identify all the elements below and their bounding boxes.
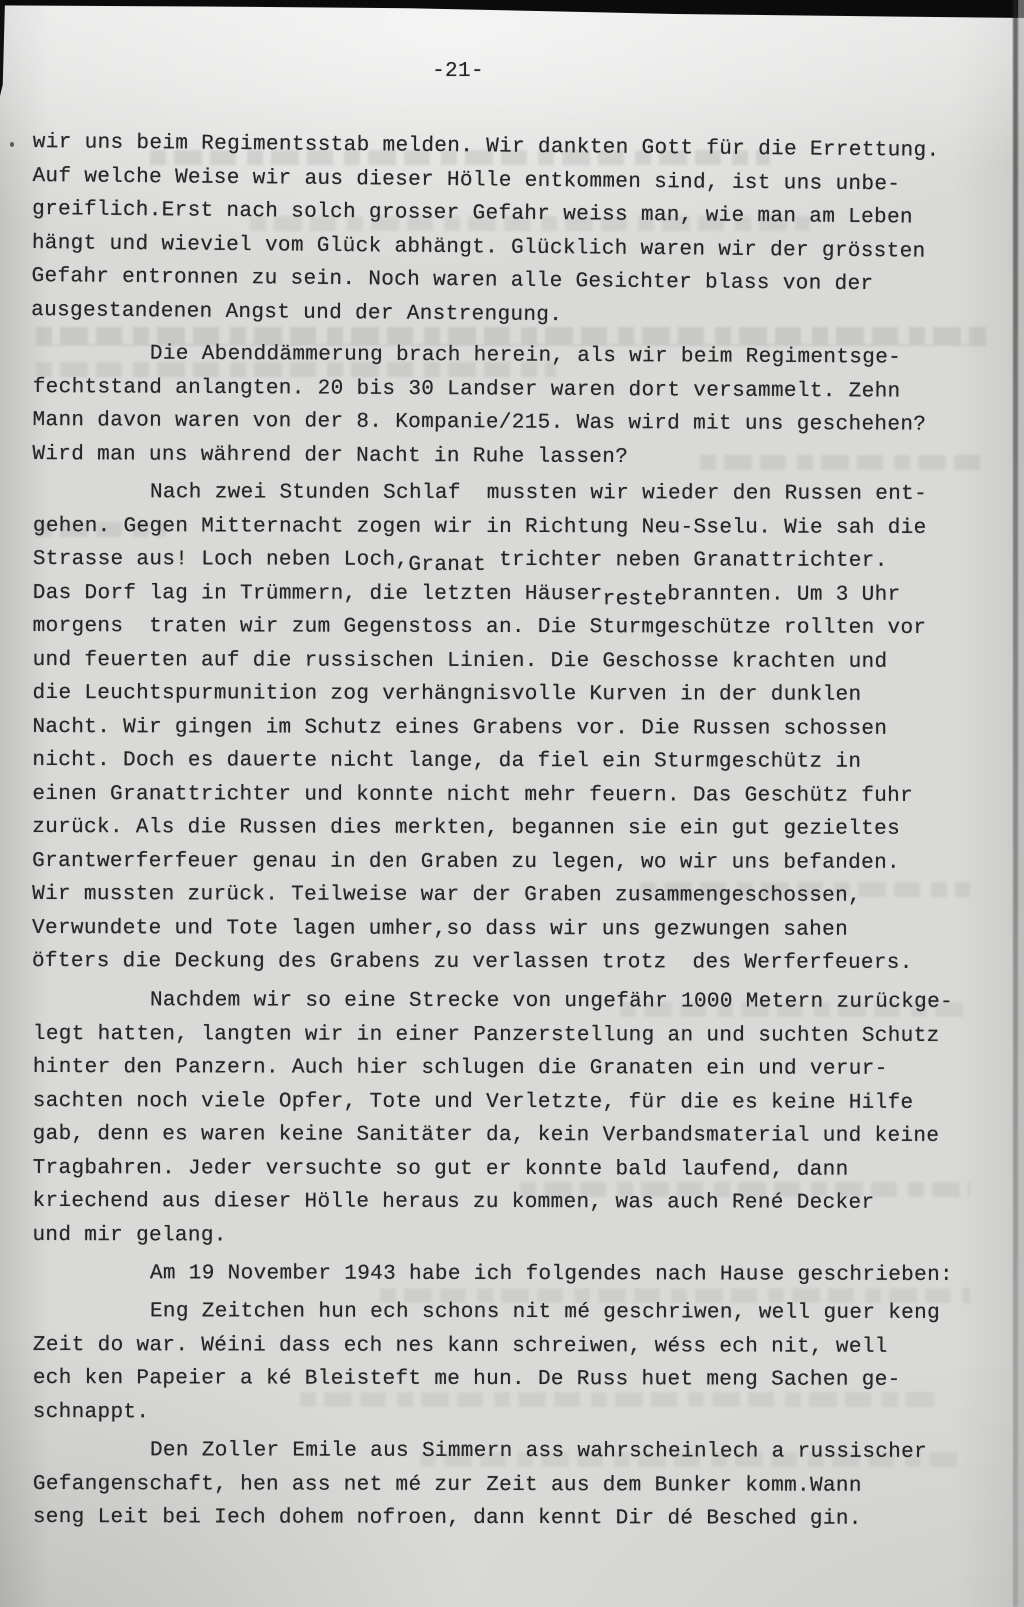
text-line: Nacht. Wir gingen im Schutz eines Grabens vor. Die Russen schossen (32, 715, 888, 741)
text-line: Gefangenschaft, hen ass net mé zur Zeit aus dem Bunker komm.Wann (32, 1472, 862, 1498)
text-segment: trichter neben Granattrichter. (486, 548, 888, 573)
text-segment: Das Dorf lag in Trümmern, die letzten Häuser (32, 581, 603, 606)
text-line: schnappt. (32, 1400, 150, 1424)
text-line: seng Leit bei Iech dohem nofroen, dann kennt Dir dé Besched gin. (32, 1505, 862, 1531)
text-segment: Strasse aus! Loch neben Loch, (32, 547, 409, 572)
paragraph (33, 1434, 993, 1537)
ink-speck (10, 142, 14, 147)
typed-insertion: Granat (408, 553, 487, 577)
typed-insertion: reste (602, 587, 668, 611)
text-line: Nach zwei Stunden Schlaf mussten wir wieder den Russen ent- (149, 481, 928, 506)
text-line: Wir mussten zurück. Teilweise war der Graben zusammengeschossen, (32, 882, 862, 908)
text-line: Die Abenddämmerung brach herein, als wir beim Regimentsge- (149, 342, 902, 370)
paragraph (32, 984, 993, 1254)
text-line: zurück. Als die Russen dies merkten, begannen sie ein gut gezieltes (32, 815, 901, 841)
text-line: und mir gelang. (32, 1222, 227, 1247)
text-line: Mann davon waren von der 8. Kompanie/215. Was wird mit uns geschehen? (32, 408, 927, 437)
text-line: Verwundete und Tote lagen umher,so dass wir uns gezwungen sahen (32, 916, 849, 942)
text-line: morgens traten wir zum Gegenstoss an. Die Sturmgeschütze rollten vor (32, 614, 927, 640)
text-line: legt hatten, langten wir in einer Panzerstellung an und suchten Schutz (32, 1021, 940, 1047)
paragraph (32, 337, 993, 476)
text-line: Tragbahren. Jeder versuchte so gut er konnte bald laufend, dann (32, 1155, 849, 1181)
text-segment: brannten. Um 3 Uhr (667, 582, 901, 607)
text-line: ech ken Papeier a ké Bleisteft me hun. De Russ huet meng Sachen ge- (32, 1366, 901, 1392)
text-line: greiflich.Erst nach solch grosser Gefahr weiss man, wie man am Leben (32, 197, 914, 230)
text-line: Grantwerferfeuer genau in den Graben zu legen, wo wir uns befanden. (32, 849, 901, 875)
text-line: Zeit do war. Wéini dass ech nes kann schreiwen, wéss ech nit, well (32, 1333, 888, 1359)
scanner-edge-top (0, 0, 1024, 18)
text-line: kriechend aus dieser Hölle heraus zu kommen, was auch René Decker (32, 1189, 875, 1215)
text-line: gehen. Gegen Mitternacht zogen wir in Richtung Neu-Sselu. Wie sah die (32, 514, 927, 540)
page-edge-right (1013, 0, 1018, 1607)
text-line: fechtstand anlangten. 20 bis 30 Landser waren dort versammelt. Zehn (32, 375, 901, 404)
text-line: Auf welche Weise wir aus dieser Hölle entkommen sind, ist uns unbe- (32, 164, 901, 196)
paragraph (33, 1257, 993, 1293)
text-line: gab, denn es waren keine Sanitäter da, kein Verbandsmaterial und keine (32, 1122, 940, 1148)
text-line: Gefahr entronnen zu sein. Noch waren alle Gesichter blass von der (31, 264, 874, 297)
text-line: ausgestandenen Angst und der Anstrengung. (31, 298, 563, 327)
page-number: -21- (432, 60, 484, 83)
typewritten-text (33, 126, 993, 1535)
text-line: Am 19 November 1943 habe ich folgendes nach Hause geschrieben: (149, 1261, 954, 1287)
paragraph (33, 1295, 993, 1431)
paragraph (32, 476, 993, 981)
page-edge-right-outer (1018, 0, 1024, 1607)
text-line: nicht. Doch es dauerte nicht lange, da fiel ein Sturmgeschütz in (32, 748, 862, 774)
text-line: öfters die Deckung des Grabens zu verlassen trotz des Werferfeuers. (31, 949, 913, 975)
text-line (33, 576, 993, 612)
text-line: hinter den Panzern. Auch hier schlugen die Granaten ein und verur- (32, 1055, 888, 1081)
text-line: hängt und wieviel vom Glück abhängt. Glücklich waren wir der grössten (31, 231, 926, 264)
text-line: Nachdem wir so eine Strecke von ungefähr 1000 Metern zurückge- (149, 988, 954, 1014)
text-line (33, 543, 993, 579)
text-line: Wird man uns während der Nacht in Ruhe lassen? (32, 442, 629, 469)
scanner-edge-left (0, 0, 5, 96)
text-line: die Leuchtspurmunition zog verhängnisvolle Kurven in der dunklen (32, 681, 862, 707)
text-line: Den Zoller Emile aus Simmern ass wahrscheinlech a russischer (149, 1439, 928, 1464)
paragraph (31, 126, 993, 336)
text-line: Eng Zeitchen hun ech schons nit mé geschriwen, well guer keng (149, 1300, 941, 1325)
text-line: wir uns beim Regimentsstab melden. Wir dankten Gott für die Errettung. (32, 130, 940, 163)
text-line: sachten noch viele Opfer, Tote und Verletzte, für die es keine Hilfe (32, 1088, 914, 1114)
text-line: und feuerten auf die russischen Linien. Die Geschosse krachten und (32, 648, 888, 674)
text-line: einen Granattrichter und konnte nicht mehr feuern. Das Geschütz fuhr (32, 782, 914, 808)
